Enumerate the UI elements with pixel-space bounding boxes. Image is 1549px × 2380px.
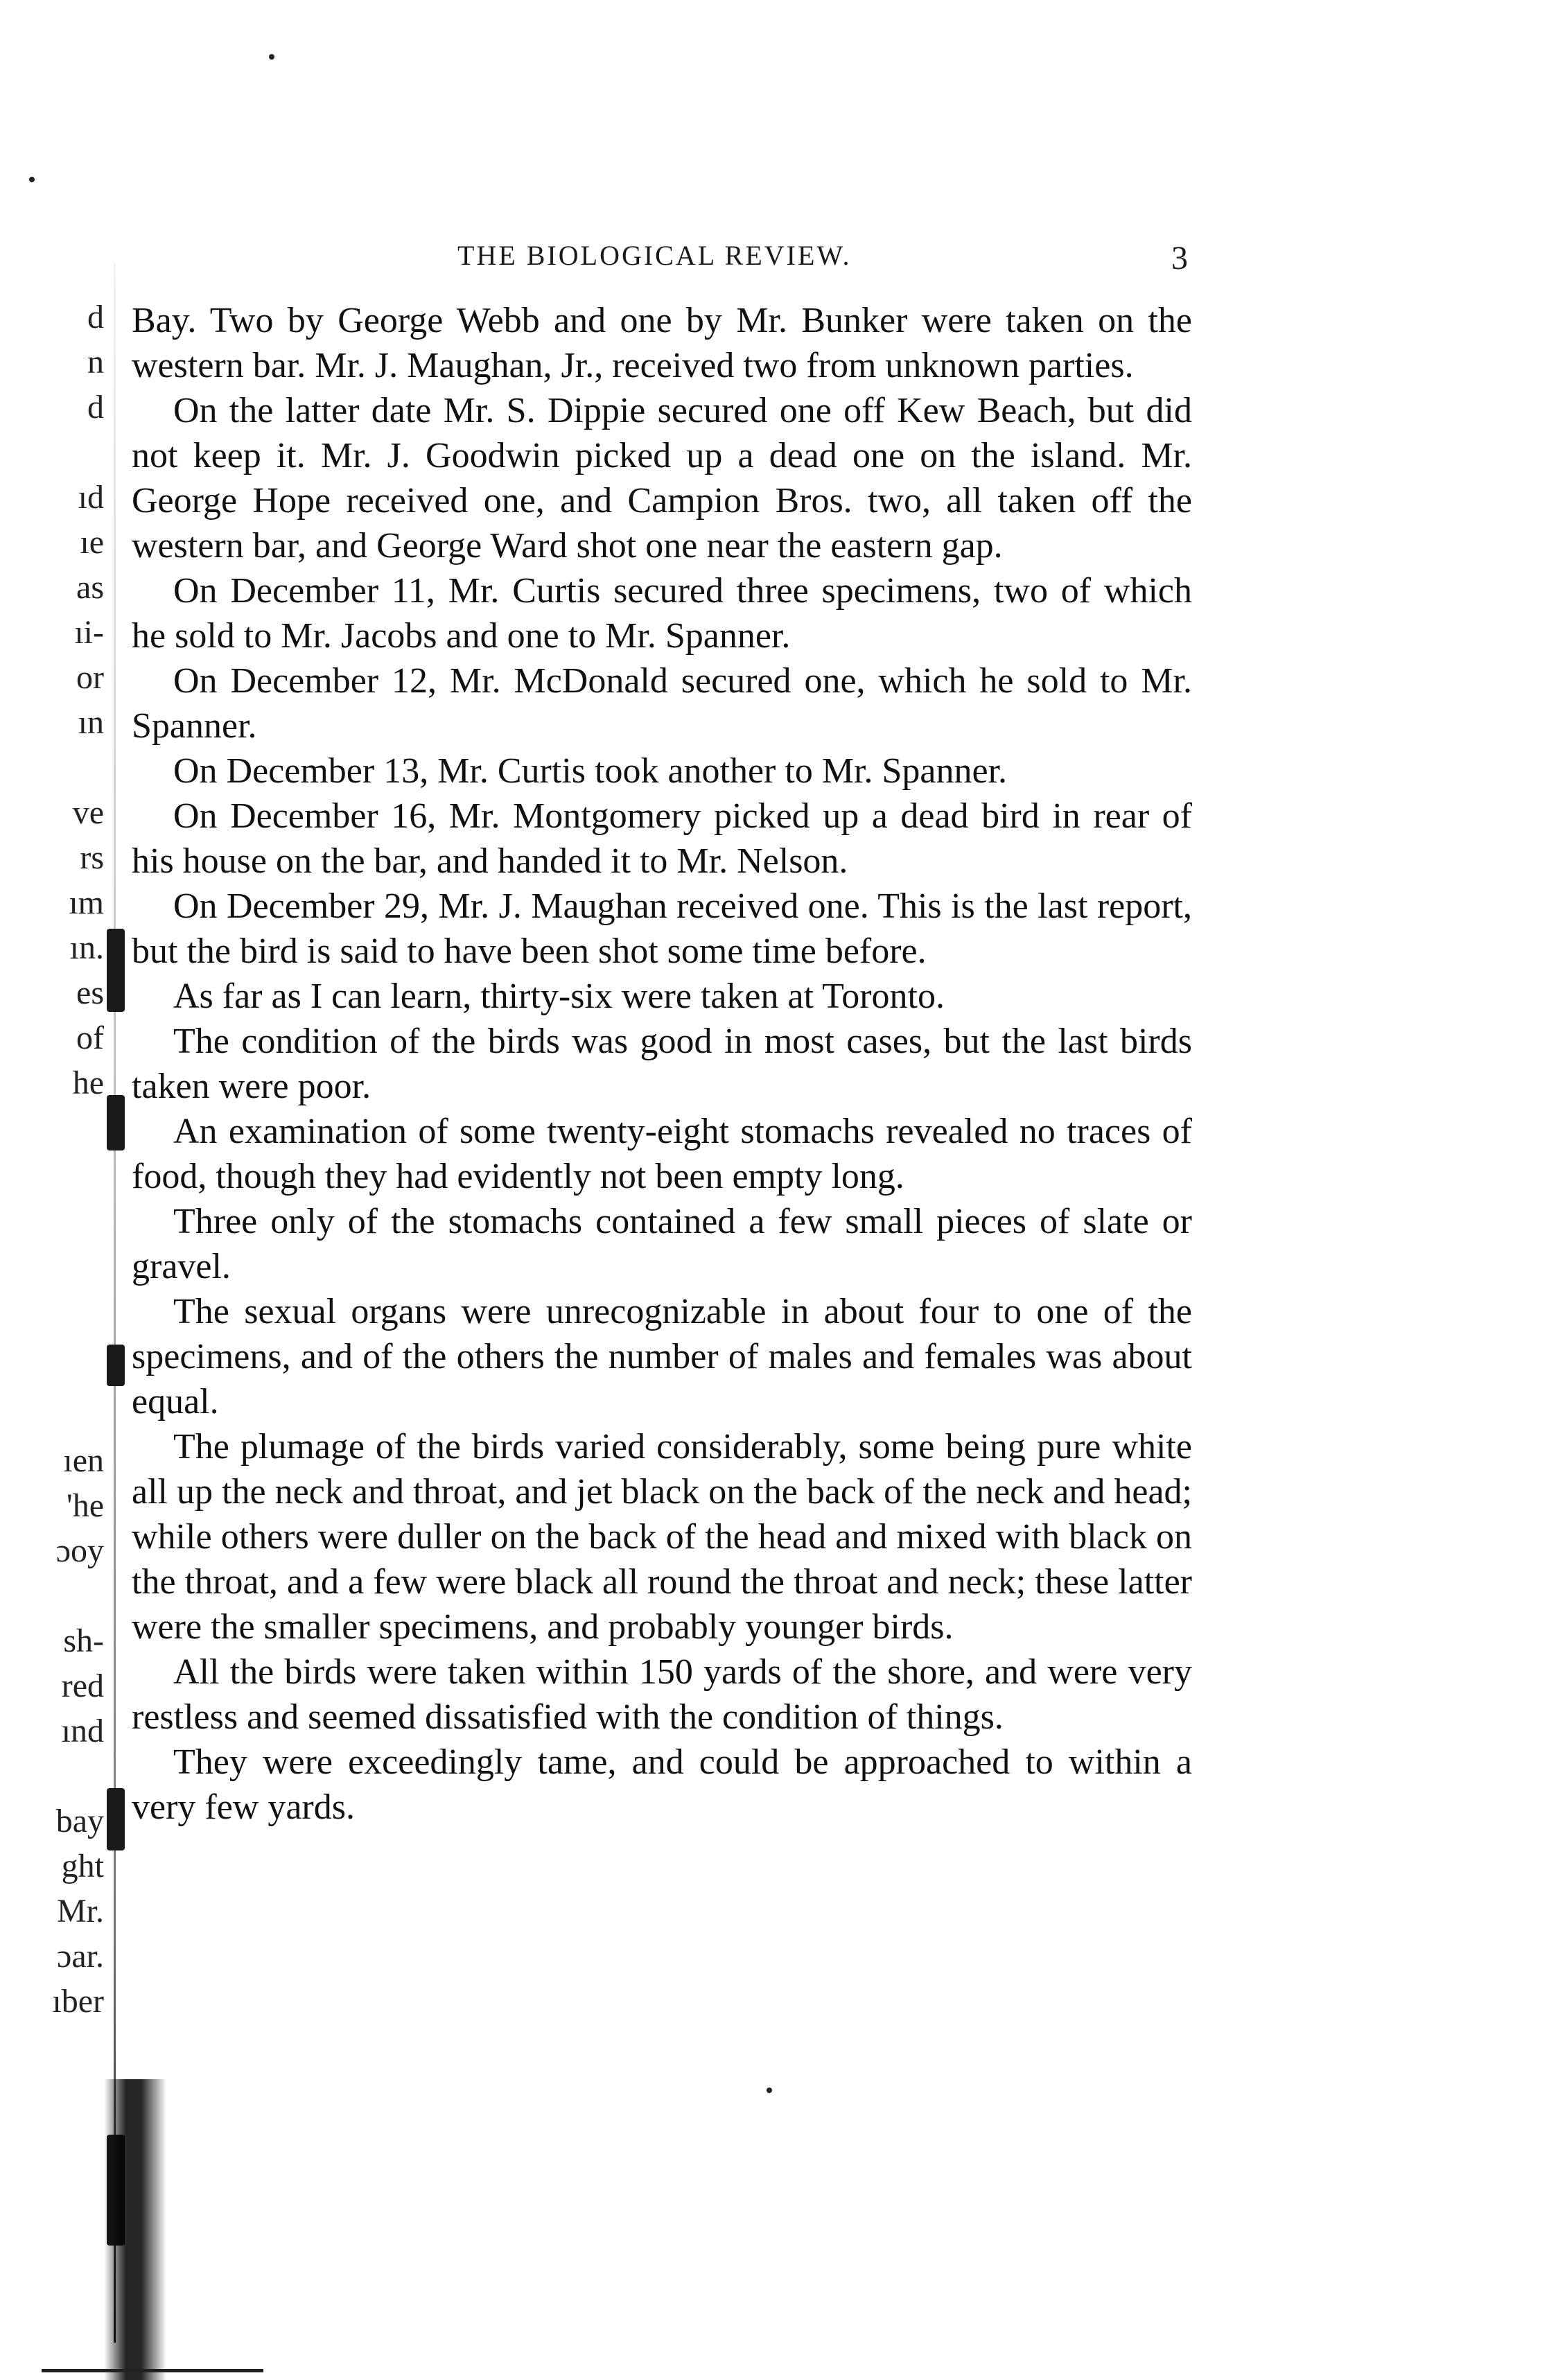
paragraph: The condition of the birds was good in most cases, but the last birds taken were poor. — [132, 1022, 1192, 1106]
paragraph: The plumage of the birds varied considerably, some being pure white all up the neck and throat, and jet black on the back of the neck and head; while others were duller on the back of the head and mixed with black on the throat, and a few were black all round the throat and neck; these latter were the smaller specimens, and probably younger birds. — [132, 1427, 1192, 1647]
paper-speck — [29, 177, 35, 182]
margin-fragment: ve — [72, 794, 104, 831]
margin-fragment: bay — [55, 1803, 104, 1839]
margin-fragment: sh- — [63, 1622, 104, 1659]
binding-gutter — [104, 263, 129, 2343]
paragraph: On December 29, Mr. J. Maughan received one. This is the last report, but the bird is said to have been shot some time before. — [132, 886, 1192, 971]
margin-fragment: ıber — [52, 1983, 104, 2020]
margin-fragment: ɔar. — [57, 1938, 104, 1975]
margin-fragment: he — [72, 1065, 104, 1101]
margin-fragment: es — [76, 974, 104, 1011]
ink-blot — [107, 1095, 125, 1150]
body-text — [132, 298, 1192, 1830]
margin-fragment: n — [87, 344, 104, 380]
paragraph: Three only of the stomachs contained a few small pieces of slate or gravel. — [132, 1202, 1192, 1286]
paragraph: An examination of some twenty-eight stomachs revealed no traces of food, though they had evidently not been empty long. — [132, 1112, 1192, 1196]
paragraph: On December 11, Mr. Curtis secured three specimens, two of which he sold to Mr. Jacobs and one to Mr. Spanner. — [132, 571, 1192, 656]
margin-fragment: red — [61, 1668, 104, 1704]
margin-fragment: rs — [80, 839, 104, 876]
margin-fragment: Mr. — [56, 1893, 104, 1930]
margin-fragment: d — [87, 389, 104, 426]
margin-fragment: ınd — [61, 1713, 104, 1749]
margin-fragment: ıe — [80, 524, 104, 561]
page-number: 3 — [1171, 240, 1188, 277]
margin-fragment: ıen — [63, 1442, 104, 1479]
ink-blot — [107, 929, 125, 1012]
paragraph: They were exceedingly tame, and could be approached to within a very few yards. — [132, 1742, 1192, 1827]
paper-speck — [269, 54, 274, 60]
margin-fragment: of — [76, 1020, 104, 1056]
margin-fragment: ıd — [78, 479, 104, 516]
paper-speck — [767, 2088, 772, 2093]
binding-shadow — [104, 2079, 166, 2380]
margin-fragment: or — [76, 659, 104, 696]
margin-fragment: ım — [69, 884, 104, 921]
paragraph: On December 13, Mr. Curtis took another to Mr. Spanner. — [173, 751, 1008, 791]
paragraph: All the birds were taken within 150 yards of the shore, and were very restless and seemed dissatisfied with the condition of things. — [132, 1652, 1192, 1737]
paragraph: The sexual organs were unrecognizable in about four to one of the specimens, and of the others the number of males and females was about equal. — [132, 1292, 1192, 1421]
paragraph: On December 12, Mr. McDonald secured one, which he sold to Mr. Spanner. — [132, 661, 1192, 746]
margin-fragment: ght — [61, 1848, 104, 1884]
margin-fragment: ıi- — [74, 614, 104, 651]
margin-fragment: d — [87, 299, 104, 335]
gutter-shadow-line — [114, 263, 116, 2343]
margin-fragment: 'he — [67, 1487, 104, 1524]
bottom-edge-rule — [42, 2369, 263, 2372]
running-header: THE BIOLOGICAL REVIEW. — [457, 240, 852, 271]
paragraph: On the latter date Mr. S. Dippie secured one off Kew Beach, but did not keep it. Mr. J. Goodwin picked up a dead one on the island. Mr. George Hope received one, and Campion Bros. two, all taken off the western bar, and George Ward shot one near the eastern gap. — [132, 391, 1192, 566]
margin-fragment: ɔoy — [55, 1532, 104, 1569]
paragraph: As far as I can learn, thirty-six were taken at Toronto. — [173, 977, 945, 1016]
margin-fragment: as — [76, 569, 104, 606]
ink-blot — [107, 1788, 125, 1850]
margin-fragment: ın. — [69, 929, 104, 966]
paragraph: Bay. Two by George Webb and one by Mr. Bunker were taken on the western bar. Mr. J. Maughan, Jr., received two from unknown parties. — [132, 301, 1192, 385]
paragraph: On December 16, Mr. Montgomery picked up a dead bird in rear of his house on the bar, and handed it to Mr. Nelson. — [132, 796, 1192, 881]
margin-fragment: ın — [78, 704, 104, 741]
ink-blot — [107, 1345, 125, 1386]
